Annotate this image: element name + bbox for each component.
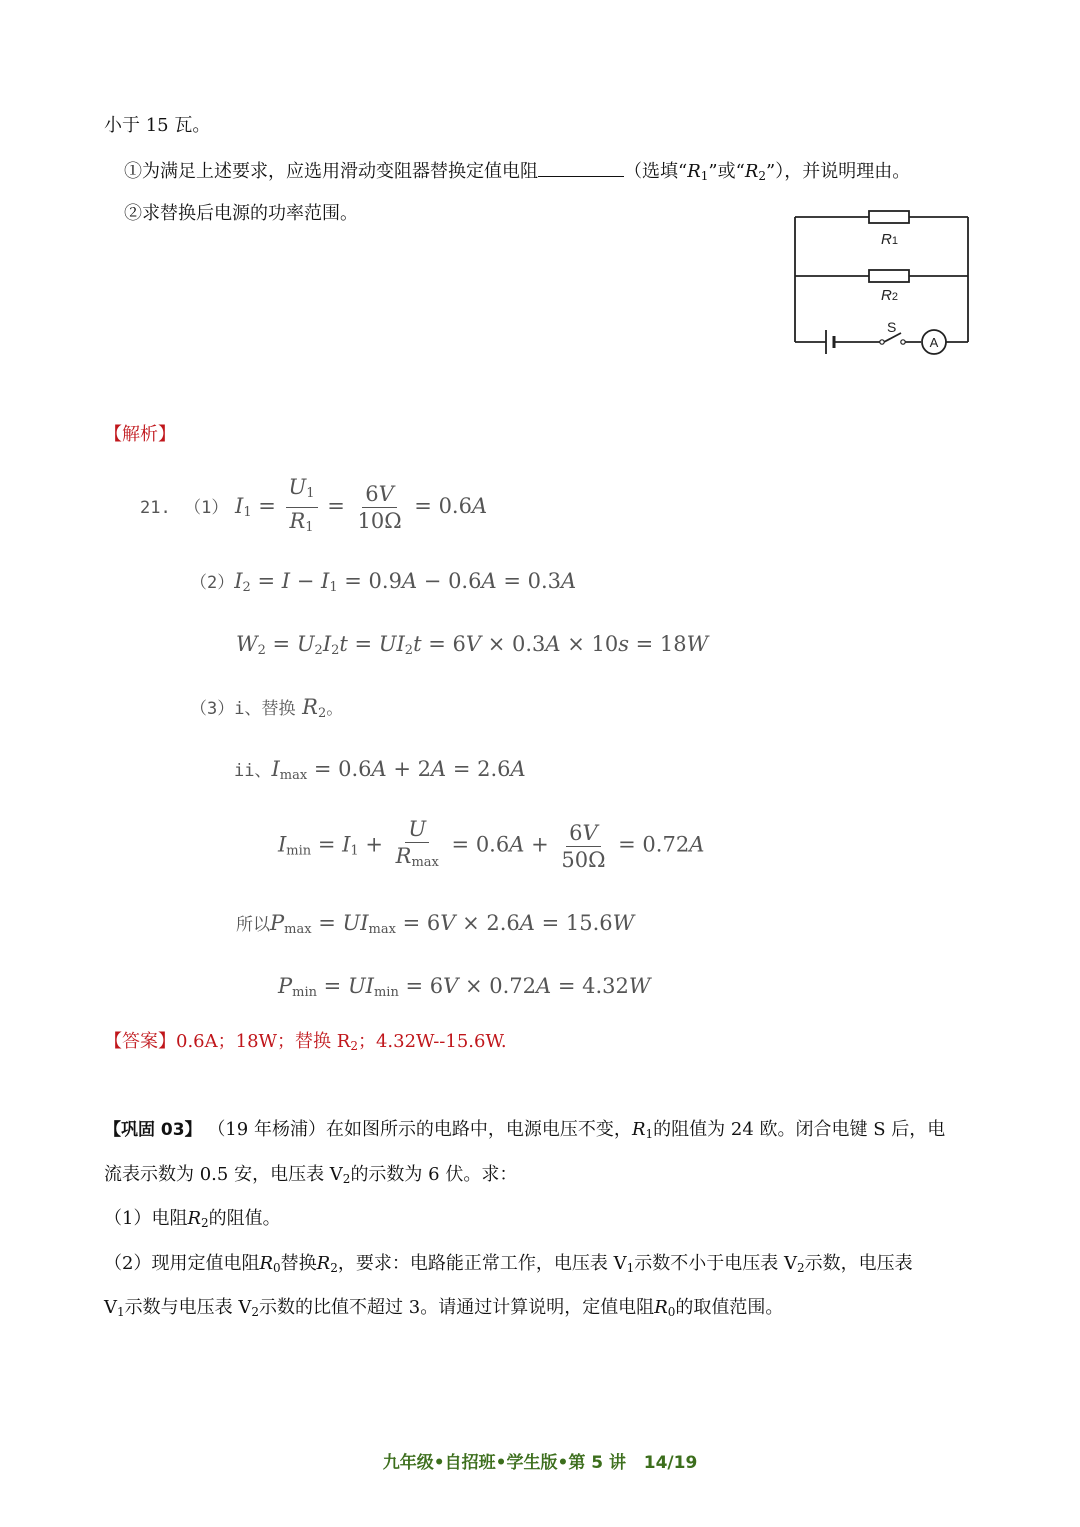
r1-sub: 1 (700, 169, 709, 183)
c-q2-d: 示数不小于电压表 V (634, 1253, 797, 1274)
consolidate-line-1 (104, 1118, 945, 1146)
c-q2-c: ，要求：电路能正常工作，电压表 V (337, 1253, 627, 1274)
c-line1-a: （19 年杨浦）在如图所示的电路中，电源电压不变， (207, 1119, 632, 1140)
r2-label-sub: 2 (891, 291, 898, 303)
circuit-diagram (786, 206, 978, 366)
r2-label: R (881, 287, 892, 304)
c-q3-v1sub: 1 (117, 1305, 125, 1319)
ammeter-label: A (929, 335, 939, 350)
c-line2-b: 的示数为 6 伏。求： (350, 1164, 518, 1185)
formula-imin: $I_{min} = I_1$ + $\frac{U}{R_{max}}$ = 0.6A + $\frac{6V}{50\Omega}$ = 0.72A (278, 817, 705, 872)
c-q2-r2: R (316, 1253, 331, 1274)
part-ii-label: ii、 (234, 761, 272, 781)
c-q2-e: 示数，电压表 (804, 1253, 913, 1274)
answer-sub: 2 (350, 1039, 358, 1053)
part3-label: （3）i、替换 (190, 699, 296, 719)
consolidate-q2-cont (104, 1296, 783, 1324)
footer-title: 九年级•自招班•学生版•第 5 讲 (382, 1453, 626, 1473)
page-number: 14/19 (643, 1453, 698, 1473)
formula-part3: （3）i、替换 $R_2$。 (190, 695, 344, 721)
consolidate-q1 (104, 1207, 281, 1235)
part1-label: （1） (184, 498, 229, 518)
formula-pmax: 所以$P_{max} = UI_{max} = 6V \times 2.6A = 15.6W$ (236, 911, 635, 937)
part3-end: 。 (326, 699, 344, 719)
c-q1-r: R (187, 1208, 202, 1229)
svg-text:R1 (881, 231, 898, 248)
c-q3-v2sub: 2 (251, 1305, 260, 1319)
question-number: 21. (140, 498, 171, 518)
answer-label: 【答案】 (104, 1031, 176, 1052)
c-line1-r: R (631, 1119, 646, 1140)
formula-part1: 21. （1） $I_1$ = $\frac{U_1}{R_1}$ = $\frac{6V}{10\Omega}$ = 0.6A (140, 475, 488, 535)
c-q2-b: 替换 (280, 1253, 317, 1274)
r2-symbol: R (744, 161, 759, 182)
c-q3-c: 示数的比值不超过 3。请通过计算说明，定值电阻 (259, 1297, 655, 1318)
page-footer (0, 1448, 1080, 1473)
c-line2-sub: 2 (342, 1172, 351, 1186)
c-q3-b: 示数与电压表 V (124, 1297, 252, 1318)
r2-sub: 2 (758, 169, 767, 183)
formula-pmin: $P_{min} = UI_{min} = 6V \times 0.72A = 4.32W$ (278, 974, 651, 1000)
answer-line (104, 1030, 507, 1058)
c-line1-b: 的阻值为 24 欧。闭合电键 S 后，电 (653, 1119, 946, 1140)
so-label: 所以 (236, 915, 270, 935)
consolidate-label: 【巩固 03】 (104, 1120, 202, 1140)
prev-question-line: 小于 15 瓦。 (104, 115, 211, 136)
c-q1-sub: 2 (201, 1216, 209, 1230)
resistor-r2 (869, 270, 909, 282)
c-q2-v1sub: 1 (626, 1261, 635, 1275)
answer-text-b: ；4.32W--15.6W. (357, 1031, 507, 1052)
sub1-text-a: （选填“ (624, 161, 688, 182)
c-q2-r0: R (259, 1253, 274, 1274)
resistor-r1 (869, 211, 909, 223)
sub1-text-mid: ”或“ (708, 161, 745, 182)
sub1-text: ①为满足上述要求，应选用滑动变阻器替换定值电阻 (124, 161, 538, 182)
c-q2-r0sub: 0 (273, 1261, 281, 1275)
answer-text-a: 0.6A；18W；替换 R (176, 1031, 351, 1052)
part2-label: （2） (190, 573, 235, 593)
analysis-heading: 【解析】 (104, 424, 176, 445)
c-q1-a: （1）电阻 (104, 1208, 188, 1229)
switch-label: S (887, 319, 897, 335)
c-q3-a: V (104, 1297, 117, 1318)
prev-subquestion-2: ②求替换后电源的功率范围。 (124, 203, 358, 224)
c-q3-r0sub: 0 (667, 1305, 676, 1319)
r1-label-sub: 1 (891, 235, 898, 247)
c-line2-a: 流表示数为 0.5 安，电压表 V (104, 1164, 343, 1185)
c-q2-a: （2）现用定值电阻 (104, 1253, 260, 1274)
formula-part2b: $W_2 = U_2I_2t = UI_2t = 6V \times 0.3A \times 10s = 18W$ (236, 632, 709, 658)
c-q3-d: 的取值范围。 (675, 1297, 784, 1318)
consolidate-line-2 (104, 1163, 517, 1191)
sub1-text-b: ”），并说明理由。 (766, 161, 911, 182)
c-q1-b: 的阻值。 (208, 1208, 281, 1229)
c-q3-r0: R (654, 1297, 668, 1318)
answer-blank[interactable] (538, 158, 624, 177)
c-q2-v2sub: 2 (796, 1261, 805, 1275)
c-line1-rsub: 1 (645, 1127, 654, 1141)
consolidate-q2 (104, 1252, 913, 1280)
formula-part2a: $(2)I_2 = I - I_1 = 0.9A - 0.6A = 0.3A$ (190, 569, 577, 595)
formula-imax: ii、$I_{max} = 0.6A + 2A = 2.6A$ (234, 757, 526, 783)
svg-text:R2 (881, 287, 898, 304)
r1-symbol: R (687, 161, 701, 182)
c-q2-r2sub: 2 (330, 1261, 338, 1275)
prev-subquestion-1 (124, 158, 910, 188)
r1-label: R (881, 231, 892, 248)
